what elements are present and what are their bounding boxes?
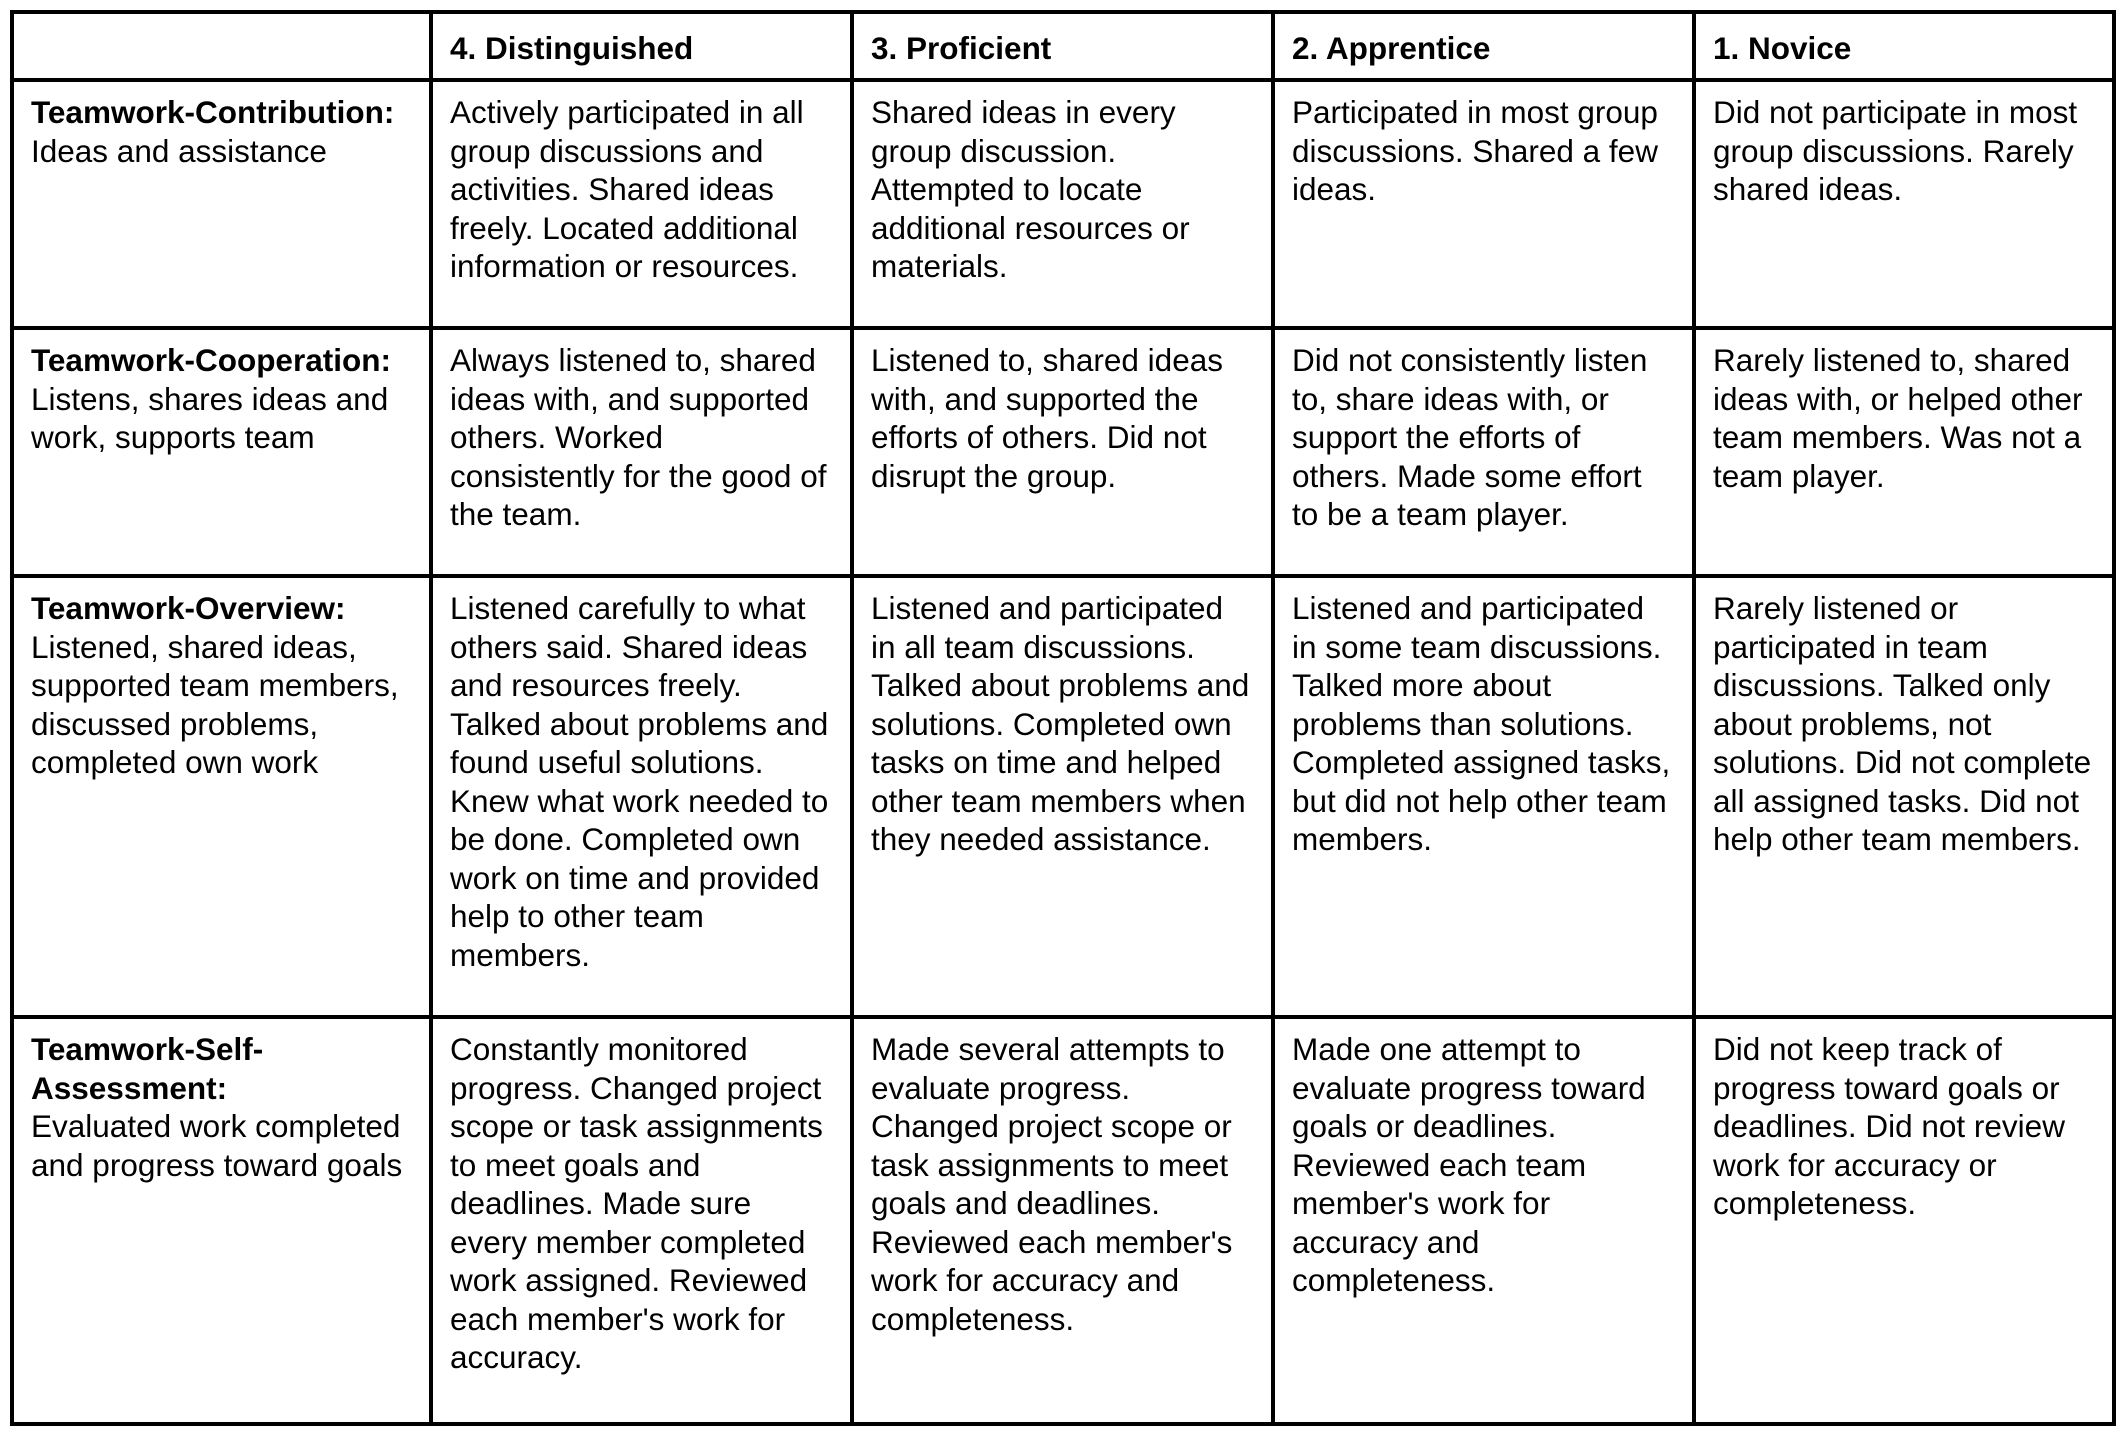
level-header-proficient: 3. Proficient (852, 12, 1273, 80)
criterion-title: Teamwork-Self-Assessment: (31, 1031, 264, 1106)
rubric-cell: Participated in most group discussions. Shared a few ideas. (1273, 80, 1694, 328)
rubric-cell: Did not participate in most group discussions. Rarely shared ideas. (1694, 80, 2114, 328)
criterion-description: Listens, shares ideas and work, supports team (31, 380, 389, 455)
criterion-cell (12, 80, 431, 328)
criterion-title: Teamwork-Overview: (31, 590, 346, 626)
rubric-cell: Constantly monitored progress. Changed project scope or task assignments to meet goals and deadlines. Made sure every member completed work assigned. Reviewed each member's work for accuracy. (431, 1017, 852, 1424)
rubric-cell: Shared ideas in every group discussion. Attempted to locate additional resources or materials. (852, 80, 1273, 328)
rubric-cell: Did not keep track of progress toward goals or deadlines. Did not review work for accuracy or completeness. (1694, 1017, 2114, 1424)
level-header-distinguished: 4. Distinguished (431, 12, 852, 80)
criterion-cell (12, 1017, 431, 1424)
criterion-title: Teamwork-Contribution: (31, 94, 395, 130)
header-row (12, 12, 2114, 80)
table-row (12, 80, 2114, 328)
rubric-cell: Rarely listened to, shared ideas with, or helped other team members. Was not a team player. (1694, 328, 2114, 576)
rubric-cell: Always listened to, shared ideas with, and supported others. Worked consistently for the good of the team. (431, 328, 852, 576)
rubric-cell: Rarely listened or participated in team discussions. Talked only about problems, not solutions. Did not complete all assigned tasks. Did not help other team members. (1694, 576, 2114, 1017)
corner-cell (12, 12, 431, 80)
table-row (12, 1017, 2114, 1424)
rubric-table (10, 10, 2116, 1426)
rubric-cell: Made several attempts to evaluate progress. Changed project scope or task assignments to meet goals and deadlines. Reviewed each member's work for accuracy and completeness. (852, 1017, 1273, 1424)
criterion-title: Teamwork-Cooperation: (31, 342, 391, 378)
table-row (12, 328, 2114, 576)
rubric-cell: Actively participated in all group discussions and activities. Shared ideas freely. Located additional information or resources. (431, 80, 852, 328)
criterion-description: Evaluated work completed and progress toward goals (31, 1108, 403, 1183)
table-row (12, 576, 2114, 1017)
rubric-cell: Listened and participated in all team discussions. Talked about problems and solutions. Completed own tasks on time and helped other team members when they needed assistance. (852, 576, 1273, 1017)
criterion-cell (12, 328, 431, 576)
rubric-cell: Made one attempt to evaluate progress toward goals or deadlines. Reviewed each team member's work for accuracy and completeness. (1273, 1017, 1694, 1424)
rubric-cell: Listened carefully to what others said. Shared ideas and resources freely. Talked about problems and found useful solutions. Knew what work needed to be done. Completed own work on time and provided help to other team members. (431, 576, 852, 1017)
criterion-description: Ideas and assistance (31, 132, 327, 169)
rubric-cell: Did not consistently listen to, share ideas with, or support the efforts of others. Made some effort to be a team player. (1273, 328, 1694, 576)
criterion-cell (12, 576, 431, 1017)
level-header-apprentice: 2. Apprentice (1273, 12, 1694, 80)
rubric-cell: Listened to, shared ideas with, and supported the efforts of others. Did not disrupt the group. (852, 328, 1273, 576)
level-header-novice: 1. Novice (1694, 12, 2114, 80)
rubric-cell: Listened and participated in some team discussions. Talked more about problems than solutions. Completed assigned tasks, but did not help other team members. (1273, 576, 1694, 1017)
criterion-description: Listened, shared ideas, supported team members, discussed problems, completed own work (31, 628, 399, 780)
